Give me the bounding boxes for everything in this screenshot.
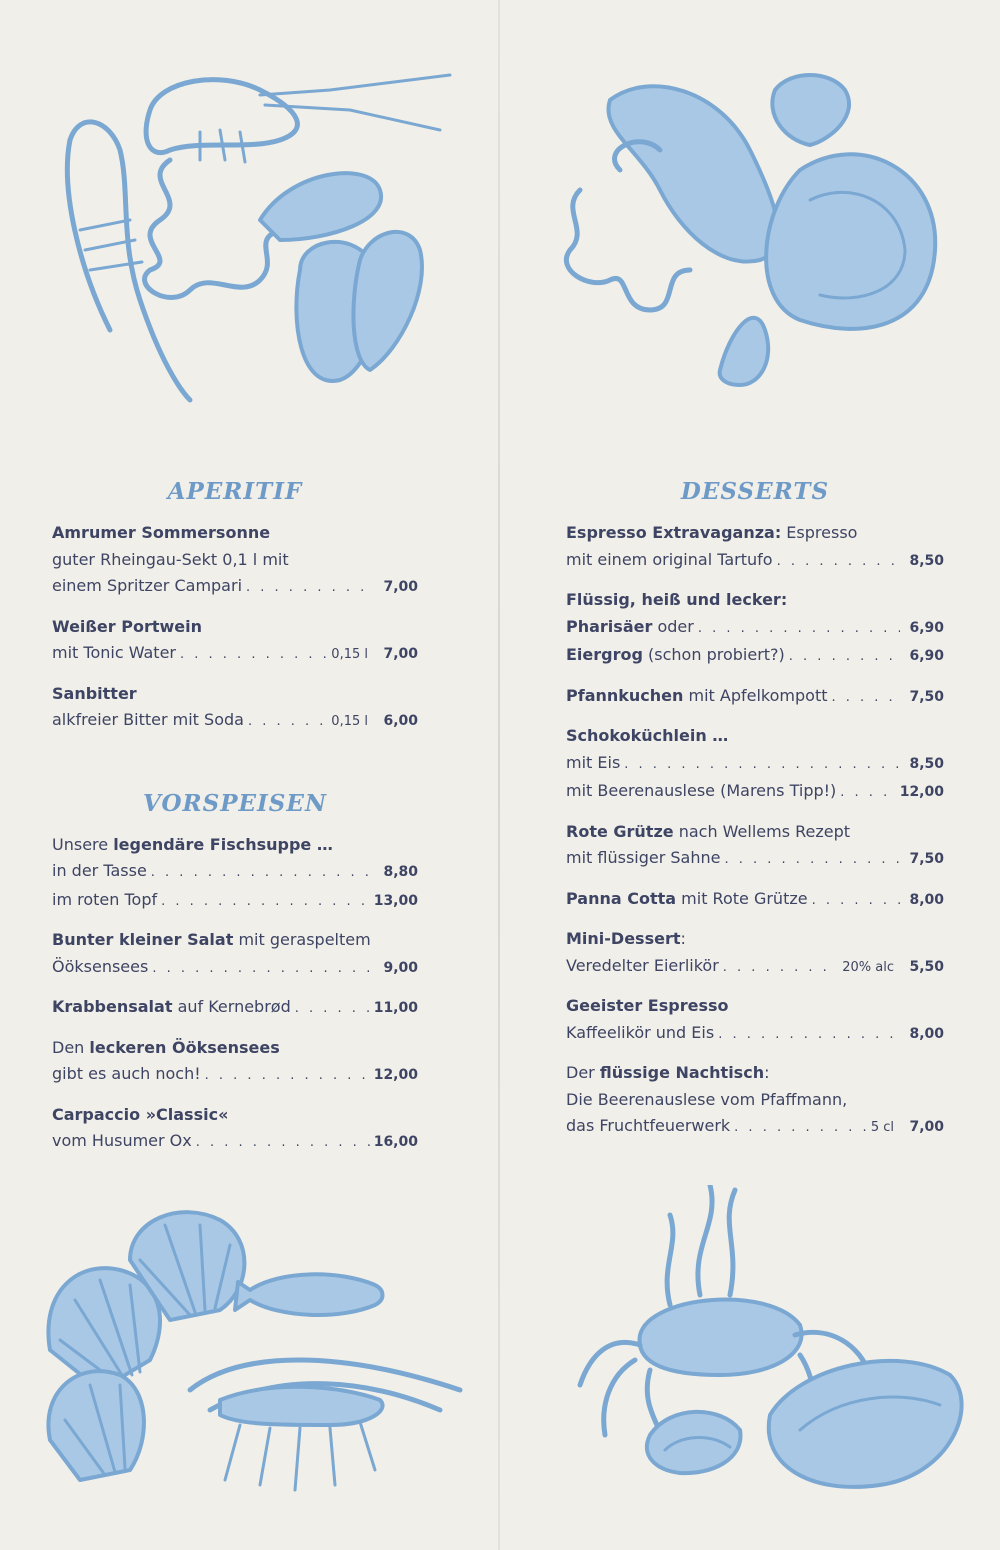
item-price: 8,00: [909, 891, 944, 908]
item-desc: mit Apfelkompott: [683, 685, 828, 705]
leader-dots: [205, 1063, 370, 1090]
leader-dots: [624, 752, 900, 779]
item-volume: 0,15 l: [331, 714, 368, 729]
item-price: 5,50: [909, 958, 944, 975]
menu-item: [52, 520, 418, 602]
item-price: 16,00: [373, 1134, 418, 1150]
item-desc: das Fruchtfeuerwerk: [566, 1116, 731, 1135]
item-volume: 20% alc: [842, 959, 894, 975]
item-name: Sanbitter: [52, 683, 137, 703]
item-desc: Die Beerenauslese vom Pfaffmann,: [566, 1089, 848, 1109]
item-name: Flüssig, heiß und lecker:: [566, 590, 788, 609]
menu-item: [566, 926, 944, 981]
vorspeisen-heading: VORSPEISEN: [143, 789, 327, 817]
item-prefix: Den: [52, 1037, 90, 1057]
leader-dots: [161, 889, 370, 916]
leader-dots: [723, 955, 838, 982]
item-price: 7,50: [909, 688, 944, 705]
item-option: im roten Topf: [52, 889, 158, 909]
item-desc: :: [764, 1063, 770, 1082]
item-desc: gibt es auch noch!: [52, 1064, 201, 1083]
item-price: 8,80: [383, 864, 418, 880]
menu-item: [52, 927, 418, 982]
leader-dots: [295, 996, 370, 1023]
menu-item: [52, 1102, 418, 1157]
menu-item: [52, 1035, 418, 1090]
item-price: 8,50: [909, 552, 944, 569]
leader-dots: [812, 888, 900, 915]
leader-dots: [246, 575, 374, 602]
item-price: 11,00: [373, 1000, 418, 1016]
item-desc: mit Tonic Water: [52, 643, 176, 662]
item-price: 9,00: [383, 959, 418, 976]
menu-item: [52, 681, 418, 736]
shrimp-mussels-illustration: [50, 70, 460, 410]
item-desc: oder: [652, 616, 694, 636]
item-volume: 0,15 l: [331, 647, 368, 662]
item-name: Espresso Extravaganza:: [566, 523, 782, 542]
aperitif-heading: APERITIF: [167, 478, 303, 505]
leader-dots: [151, 860, 374, 887]
item-price: 7,00: [383, 646, 418, 662]
item-price: 12,00: [373, 1067, 418, 1083]
item-price: 7,00: [909, 1119, 944, 1135]
item-name: Mini-Dessert: [566, 929, 681, 948]
item-option: in der Tasse: [52, 861, 147, 880]
item-name: Weißer Portwein: [52, 616, 202, 636]
item-subname: Pharisäer: [566, 616, 653, 636]
item-desc: mit flüssiger Sahne: [566, 848, 721, 867]
item-price: 6,90: [909, 648, 944, 664]
menu-item: [52, 832, 418, 916]
menu-item: [566, 723, 944, 807]
menu-item: [566, 993, 944, 1048]
item-desc: mit einem original Tartufo: [566, 549, 773, 569]
item-desc: mit geraspeltem: [233, 930, 371, 949]
item-price: 12,00: [899, 784, 944, 800]
crab-clams-illustration: [570, 1185, 970, 1505]
item-name: legendäre Fischsuppe …: [113, 834, 333, 854]
item-desc: (schon probiert?): [642, 645, 785, 664]
item-desc: guter Rheingau-Sekt 0,1 l mit: [52, 549, 289, 569]
menu-item: [566, 1060, 944, 1142]
leader-dots: [840, 780, 895, 807]
item-desc: einem Spritzer Campari: [52, 576, 243, 595]
item-subname: Eiergrog: [566, 645, 643, 664]
item-desc: mit Rote Grütze: [676, 888, 808, 908]
item-prefix: Unsere: [52, 834, 114, 854]
item-desc: alkfreier Bitter mit Soda: [52, 710, 244, 729]
leader-dots: [698, 616, 900, 643]
item-name: flüssige Nachtisch: [599, 1063, 765, 1082]
leader-dots: [734, 1115, 867, 1142]
item-name: Rote Grütze: [566, 821, 674, 841]
menu-item: [52, 994, 418, 1023]
item-name: Schokoküchlein …: [566, 726, 729, 745]
leader-dots: [789, 644, 900, 671]
item-desc: nach Wellems Rezept: [673, 821, 851, 841]
item-name: Geeister Espresso: [566, 996, 729, 1015]
leader-dots: [196, 1130, 370, 1157]
item-prefix: Der: [566, 1063, 600, 1082]
item-price: 6,00: [383, 713, 418, 729]
item-price: 7,50: [909, 851, 944, 867]
menu-item: [566, 587, 944, 671]
leader-dots: [718, 1022, 900, 1049]
leader-dots: [152, 956, 374, 983]
menu-item: [52, 614, 418, 669]
menu-item: [566, 683, 944, 712]
left-column: [52, 478, 418, 1169]
item-name: Bunter kleiner Salat: [52, 930, 234, 949]
item-option: mit Beerenauslese (Marens Tipp!): [566, 781, 837, 800]
item-option: mit Eis: [566, 752, 621, 772]
item-name: leckeren Ööksensees: [89, 1037, 280, 1057]
leader-dots: [777, 549, 900, 576]
item-price: 6,90: [909, 619, 944, 636]
oyster-shells-illustration: [560, 70, 950, 400]
item-desc: auf Kernebrød: [172, 997, 291, 1016]
item-name: Carpaccio »Classic«: [52, 1104, 229, 1124]
item-desc: Ööksensees: [52, 956, 149, 976]
menu-item: [566, 819, 944, 874]
item-name: Krabbensalat: [52, 997, 173, 1016]
item-desc: Kaffeelikör und Eis: [566, 1022, 715, 1042]
item-desc: :: [680, 929, 686, 948]
item-desc: Veredelter Eierlikör: [566, 955, 719, 975]
item-desc: vom Husumer Ox: [52, 1131, 192, 1150]
item-name: Amrumer Sommersonne: [52, 523, 271, 542]
scallops-fish-crayfish-illustration: [40, 1200, 470, 1500]
item-name: Pfannkuchen: [566, 685, 684, 705]
center-fold: [498, 0, 500, 1550]
item-price: 13,00: [373, 892, 418, 909]
menu-item: [566, 886, 944, 915]
menu-item: [566, 520, 944, 575]
item-price: 8,00: [909, 1025, 944, 1042]
item-desc: Espresso: [781, 523, 858, 542]
desserts-heading: DESSERTS: [680, 478, 830, 505]
item-price: 8,50: [909, 755, 944, 772]
right-column: [566, 478, 944, 1154]
leader-dots: [248, 709, 327, 736]
leader-dots: [724, 847, 900, 874]
item-name: Panna Cotta: [566, 888, 677, 908]
item-volume: 5 cl: [870, 1120, 894, 1135]
leader-dots: [831, 685, 900, 712]
leader-dots: [180, 642, 327, 669]
item-price: 7,00: [383, 579, 418, 595]
